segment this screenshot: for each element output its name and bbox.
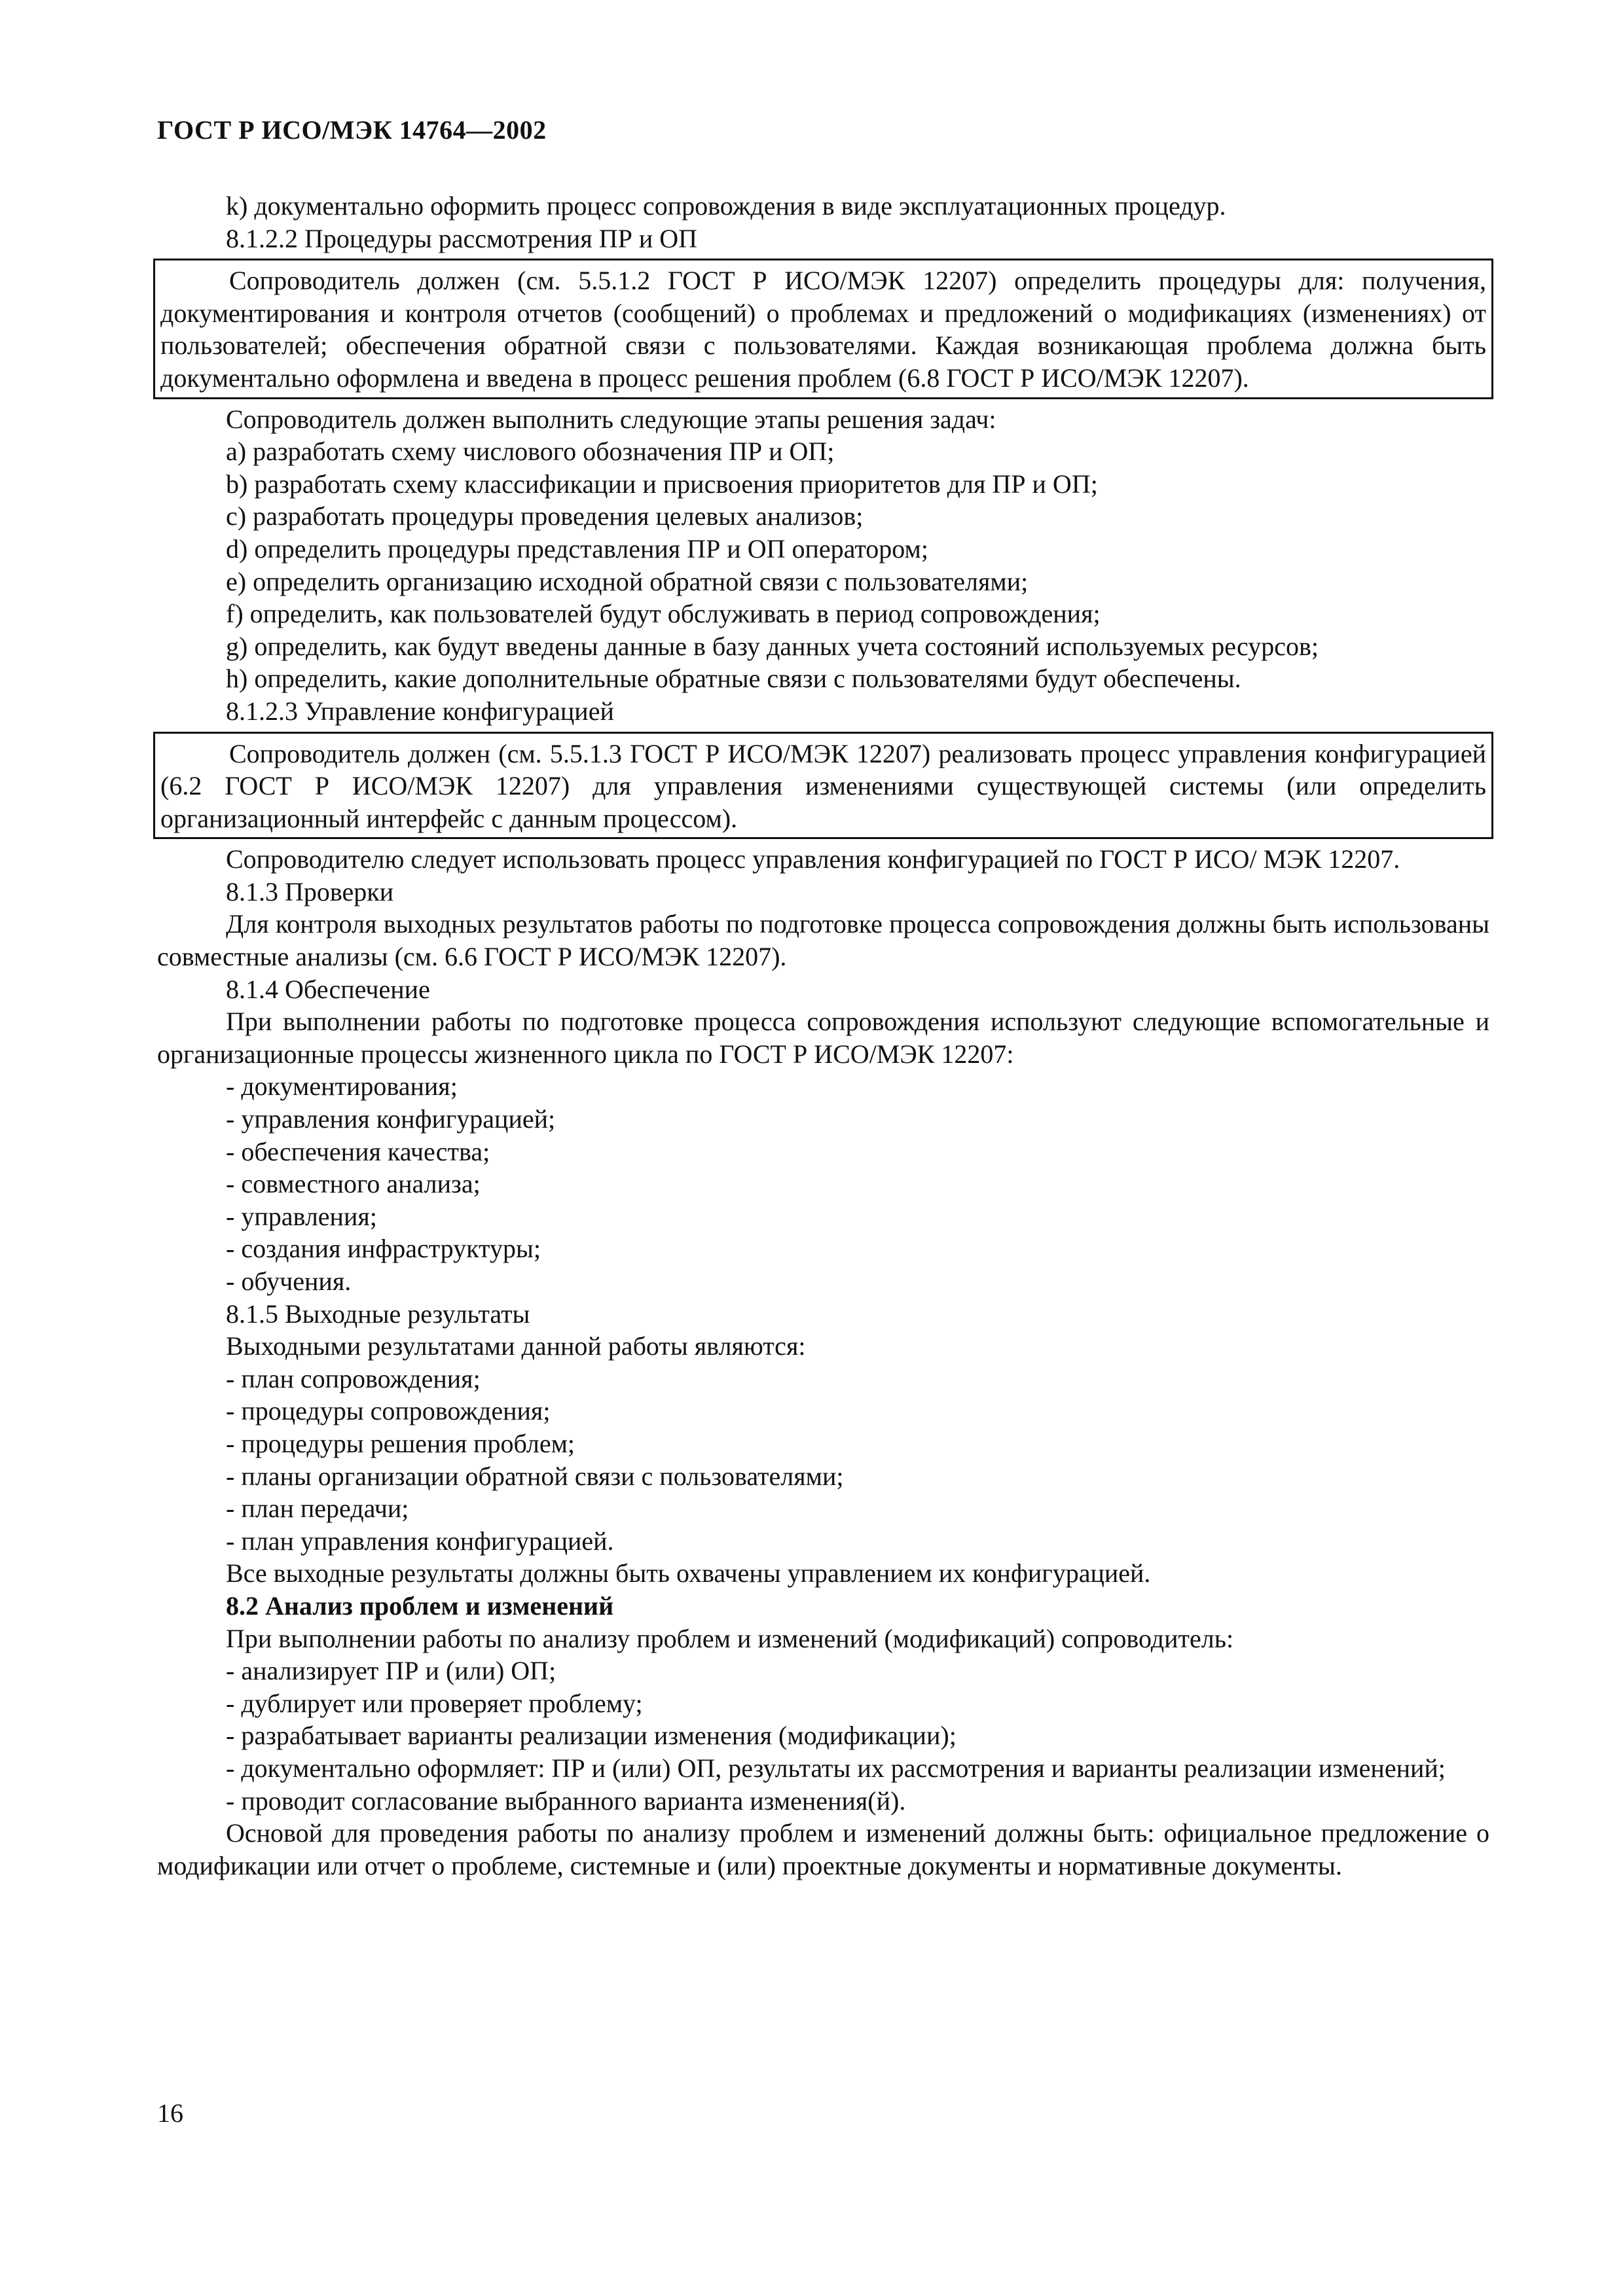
section-heading-8-1-3: 8.1.3 Проверки: [226, 876, 394, 906]
list-item: - разрабатывает варианты реализации изменения (модификации);: [226, 1721, 957, 1751]
page-number: 16: [157, 2098, 183, 2128]
section-heading-8-1-4: 8.1.4 Обеспечение: [226, 974, 430, 1004]
list-item: - планы организации обратной связи с пользователями;: [226, 1461, 844, 1491]
document-header: ГОСТ Р ИСО/МЭК 14764—2002: [157, 115, 547, 145]
list-item-h: h) определить, какие дополнительные обратные связи с пользователями будут обеспечены.: [226, 664, 1241, 694]
paragraph: При выполнении работы по анализу проблем и изменений (модификаций) сопроводитель:: [226, 1623, 1234, 1653]
paragraph: Для контроля выходных результатов работы по подготовке процесса сопровождения должны быть использованы совместные анализы (см. 6.6 ГОСТ Р ИСО/МЭК 12207).: [157, 909, 1489, 972]
list-item-g: g) определить, как будут введены данные в базу данных учета состояний используемых ресурсов;: [226, 631, 1319, 661]
paragraph: Сопроводитель должен выполнить следующие этапы решения задач:: [226, 404, 996, 434]
list-item: - управления конфигурацией;: [226, 1104, 556, 1134]
framed-requirement-box: [153, 259, 1493, 399]
list-item-b: b) разработать схему классификации и присвоения приоритетов для ПР и ОП;: [226, 469, 1098, 499]
list-item-k: k) документально оформить процесс сопровождения в виде эксплуатационных процедур.: [226, 191, 1226, 221]
framed-requirement-box: [153, 732, 1493, 840]
list-item: - документально оформляет: ПР и (или) ОП, результаты их рассмотрения и варианты реализации изменений;: [226, 1753, 1446, 1783]
list-item: - совместного анализа;: [226, 1169, 481, 1199]
list-item: - документирования;: [226, 1071, 458, 1102]
list-item-d: d) определить процедуры представления ПР и ОП оператором;: [226, 533, 928, 564]
list-item-f: f) определить, как пользователей будут обслуживать в период сопровождения;: [226, 599, 1101, 629]
list-item: - управления;: [226, 1201, 377, 1231]
framed-requirement-text: Сопроводитель должен (см. 5.5.1.3 ГОСТ Р ИСО/МЭК 12207) реализовать процесс управления конфигурацией (6.2 ГОСТ Р ИСО/МЭК 12207) для управления изменениями существующей системы (или определить организационный интерфейс с данным процессом).: [160, 738, 1486, 833]
paragraph: При выполнении работы по подготовке процесса сопровождения используют следующие вспомогательные и организационные процессы жизненного цикла по ГОСТ Р ИСО/МЭК 12207:: [157, 1007, 1489, 1069]
paragraph: Сопроводителю следует использовать процесс управления конфигурацией по ГОСТ Р ИСО/ МЭК 12207.: [226, 844, 1400, 874]
list-item: - проводит согласование выбранного варианта изменения(й).: [226, 1785, 906, 1816]
list-item: - создания инфраструктуры;: [226, 1234, 541, 1264]
list-item: - процедуры решения проблем;: [226, 1428, 575, 1458]
document-body: [157, 190, 1489, 1882]
paragraph: Основой для проведения работы по анализу проблем и изменений должны быть: официальное предложение о модификации или отчет о проблеме, системные и (или) проектные документы и нормативные документы.: [157, 1818, 1489, 1880]
list-item: - процедуры сопровождения;: [226, 1396, 551, 1426]
list-item: - план передачи;: [226, 1494, 409, 1524]
section-heading-8-1-2-2: 8.1.2.2 Процедуры рассмотрения ПР и ОП: [226, 223, 698, 253]
list-item-a: a) разработать схему числового обозначения ПР и ОП;: [226, 437, 835, 467]
list-item: - план сопровождения;: [226, 1363, 481, 1393]
section-heading-8-1-5: 8.1.5 Выходные результаты: [226, 1299, 530, 1329]
list-item: - дублирует или проверяет проблему;: [226, 1688, 643, 1718]
paragraph: Выходными результатами данной работы являются:: [226, 1331, 806, 1361]
paragraph: Все выходные результаты должны быть охвачены управлением их конфигурацией.: [226, 1558, 1151, 1588]
list-item-e: e) определить организацию исходной обратной связи с пользователями;: [226, 566, 1029, 596]
list-item: - анализирует ПР и (или) ОП;: [226, 1656, 556, 1686]
framed-requirement-text: Сопроводитель должен (см. 5.5.1.2 ГОСТ Р ИСО/МЭК 12207) определить процедуры для: получения, документирования и контроля отчетов (сообщений) о проблемах и предложений о модификациях (изменениях) от пользователей; обеспечения обратной связи с пользователями. Каждая возникающая проблема должна быть документально оформлена и введена в процесс решения проблем (6.8 ГОСТ Р ИСО/МЭК 12207).: [160, 266, 1486, 393]
list-item: - обучения.: [226, 1266, 352, 1296]
list-item: - план управления конфигурацией.: [226, 1526, 614, 1556]
section-heading-8-1-2-3: 8.1.2.3 Управление конфигурацией: [226, 696, 614, 726]
list-item: - обеспечения качества;: [226, 1136, 490, 1166]
section-heading-8-2: 8.2 Анализ проблем и изменений: [226, 1590, 614, 1621]
list-item-c: c) разработать процедуры проведения целевых анализов;: [226, 501, 864, 531]
